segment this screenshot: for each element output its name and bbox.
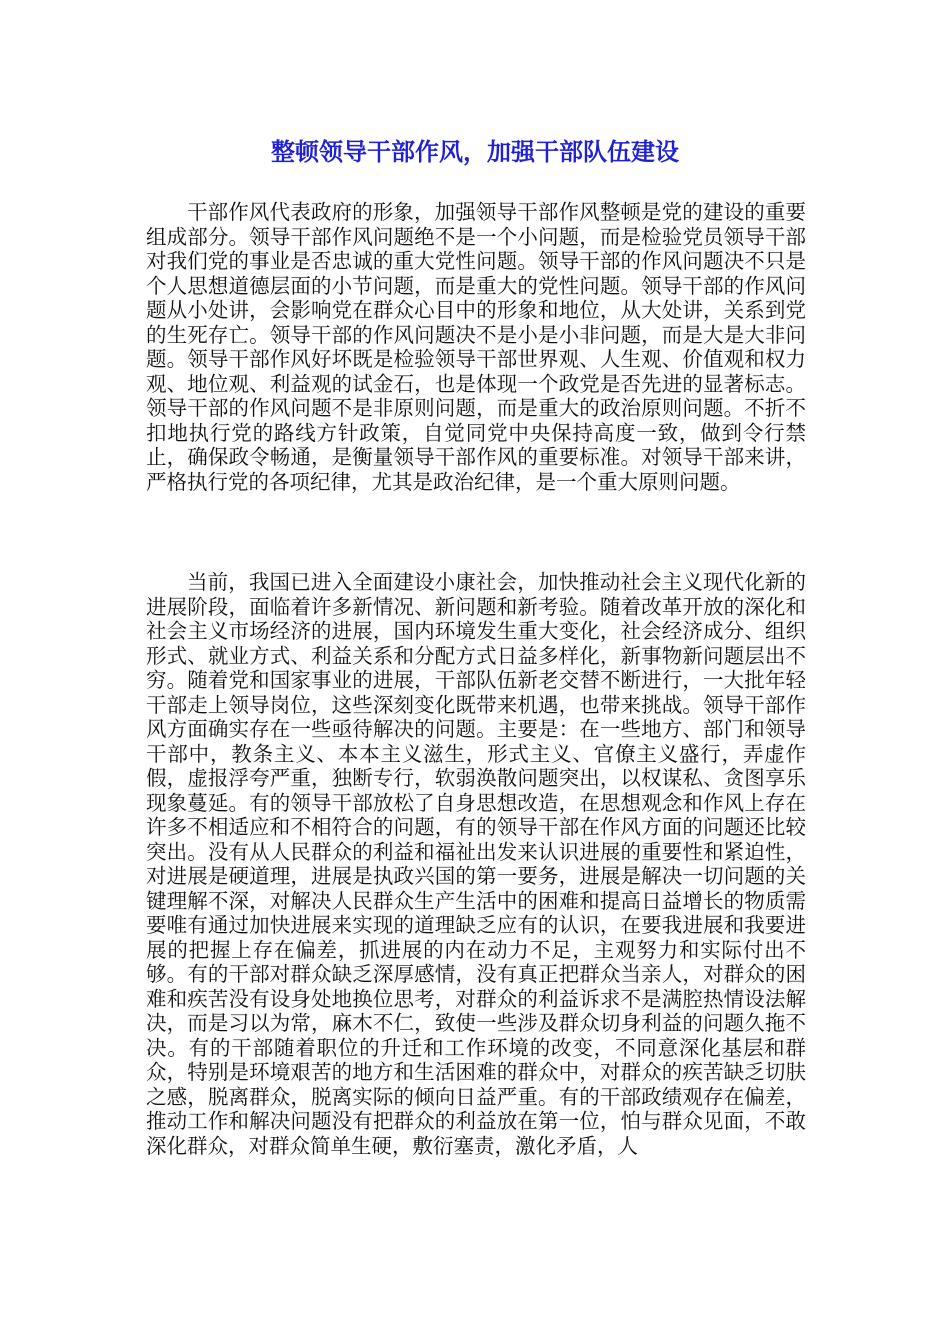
paragraph-1: 干部作风代表政府的形象，加强领导干部作风整顿是党的建设的重要组成部分。领导干部作风问题绝不是一个小问题，而是检验党员领导干部对我们党的事业是否忠诚的重大党性问题。领导干部的作风问题决不只是个人思想道德层面的小节问题，而是重大的党性问题。领导干部的作风问题从小处讲，会影响党在群众心目中的形象和地位，从大处讲，关系到党的生死存亡。领导干部的作风问题决不是小是小非问题，而是大是大非问题。领导干部作风好坏既是检验领导干部世界观、人生观、价值观和权力观、地位观、利益观的试金石，也是体现一个政党是否先进的显著标志。领导干部的作风问题不是非原则问题，而是重大的政治原则问题。不折不扣地执行党的路线方针政策，自觉同党中央保持高度一致，做到令行禁止，确保政令畅通，是衡量领导干部作风的重要标准。对领导干部来讲，严格执行党的各项纪律，尤其是政治纪律，是一个重大原则问题。 bbox=[146, 200, 806, 494]
document-title: 整顿领导干部作风，加强干部队伍建设 bbox=[271, 138, 679, 166]
paragraph-2: 当前，我国已进入全面建设小康社会，加快推动社会主义现代化新的进展阶段，面临着许多新情况、新问题和新考验。随着改革开放的深化和社会主义市场经济的进展，国内环境发生重大变化，社会经济成分、组织形式、就业方式、利益关系和分配方式日益多样化，新事物新问题层出不穷。随着党和国家事业的进展，干部队伍新老交替不断进行，一大批年轻干部走上领导岗位，这些深刻变化既带来机遇，也带来挑战。领导干部作风方面确实存在一些亟待解决的问题。主要是：在一些地方、部门和领导干部中，教条主义、本本主义滋生，形式主义、官僚主义盛行，弄虚作假，虚报浮夸严重，独断专行，软弱涣散问题突出，以权谋私、贪图享乐现象蔓延。有的领导干部放松了自身思想改造，在思想观念和作风上存在许多不相适应和不相符合的问题，有的领导干部在作风方面的问题还比较突出。没有从人民群众的利益和福祉出发来认识进展的重要性和紧迫性，对进展是硬道理，进展是执政兴国的第一要务，进展是解决一切问题的关键理解不深，对解决人民群众生产生活中的困难和提高日益增长的物质需要唯有通过加快进展来实现的道理缺乏应有的认识，在要我进展和我要进展的把握上存在偏差，抓进展的内在动力不足，主观努力和实际付出不够。有的干部对群众缺乏深厚感情，没有真正把群众当亲人，对群众的困难和疾苦没有设身处地换位思考，对群众的利益诉求不是满腔热情设法解决，而是习以为常，麻木不仁，致使一些涉及群众切身利益的问题久拖不决。有的干部随着职位的升迁和工作环境的改变，不同意深化基层和群众，特别是环境艰苦的地方和生活困难的群众中，对群众的疾苦缺乏切肤之感，脱离群众，脱离实际的倾向日益严重。有的干部政绩观存在偏差，推动工作和解决问题没有把群众的利益放在第一位，怕与群众见面，不敢深化群众，对群众简单生硬，敷衍塞责，激化矛盾，人 bbox=[146, 570, 806, 1158]
